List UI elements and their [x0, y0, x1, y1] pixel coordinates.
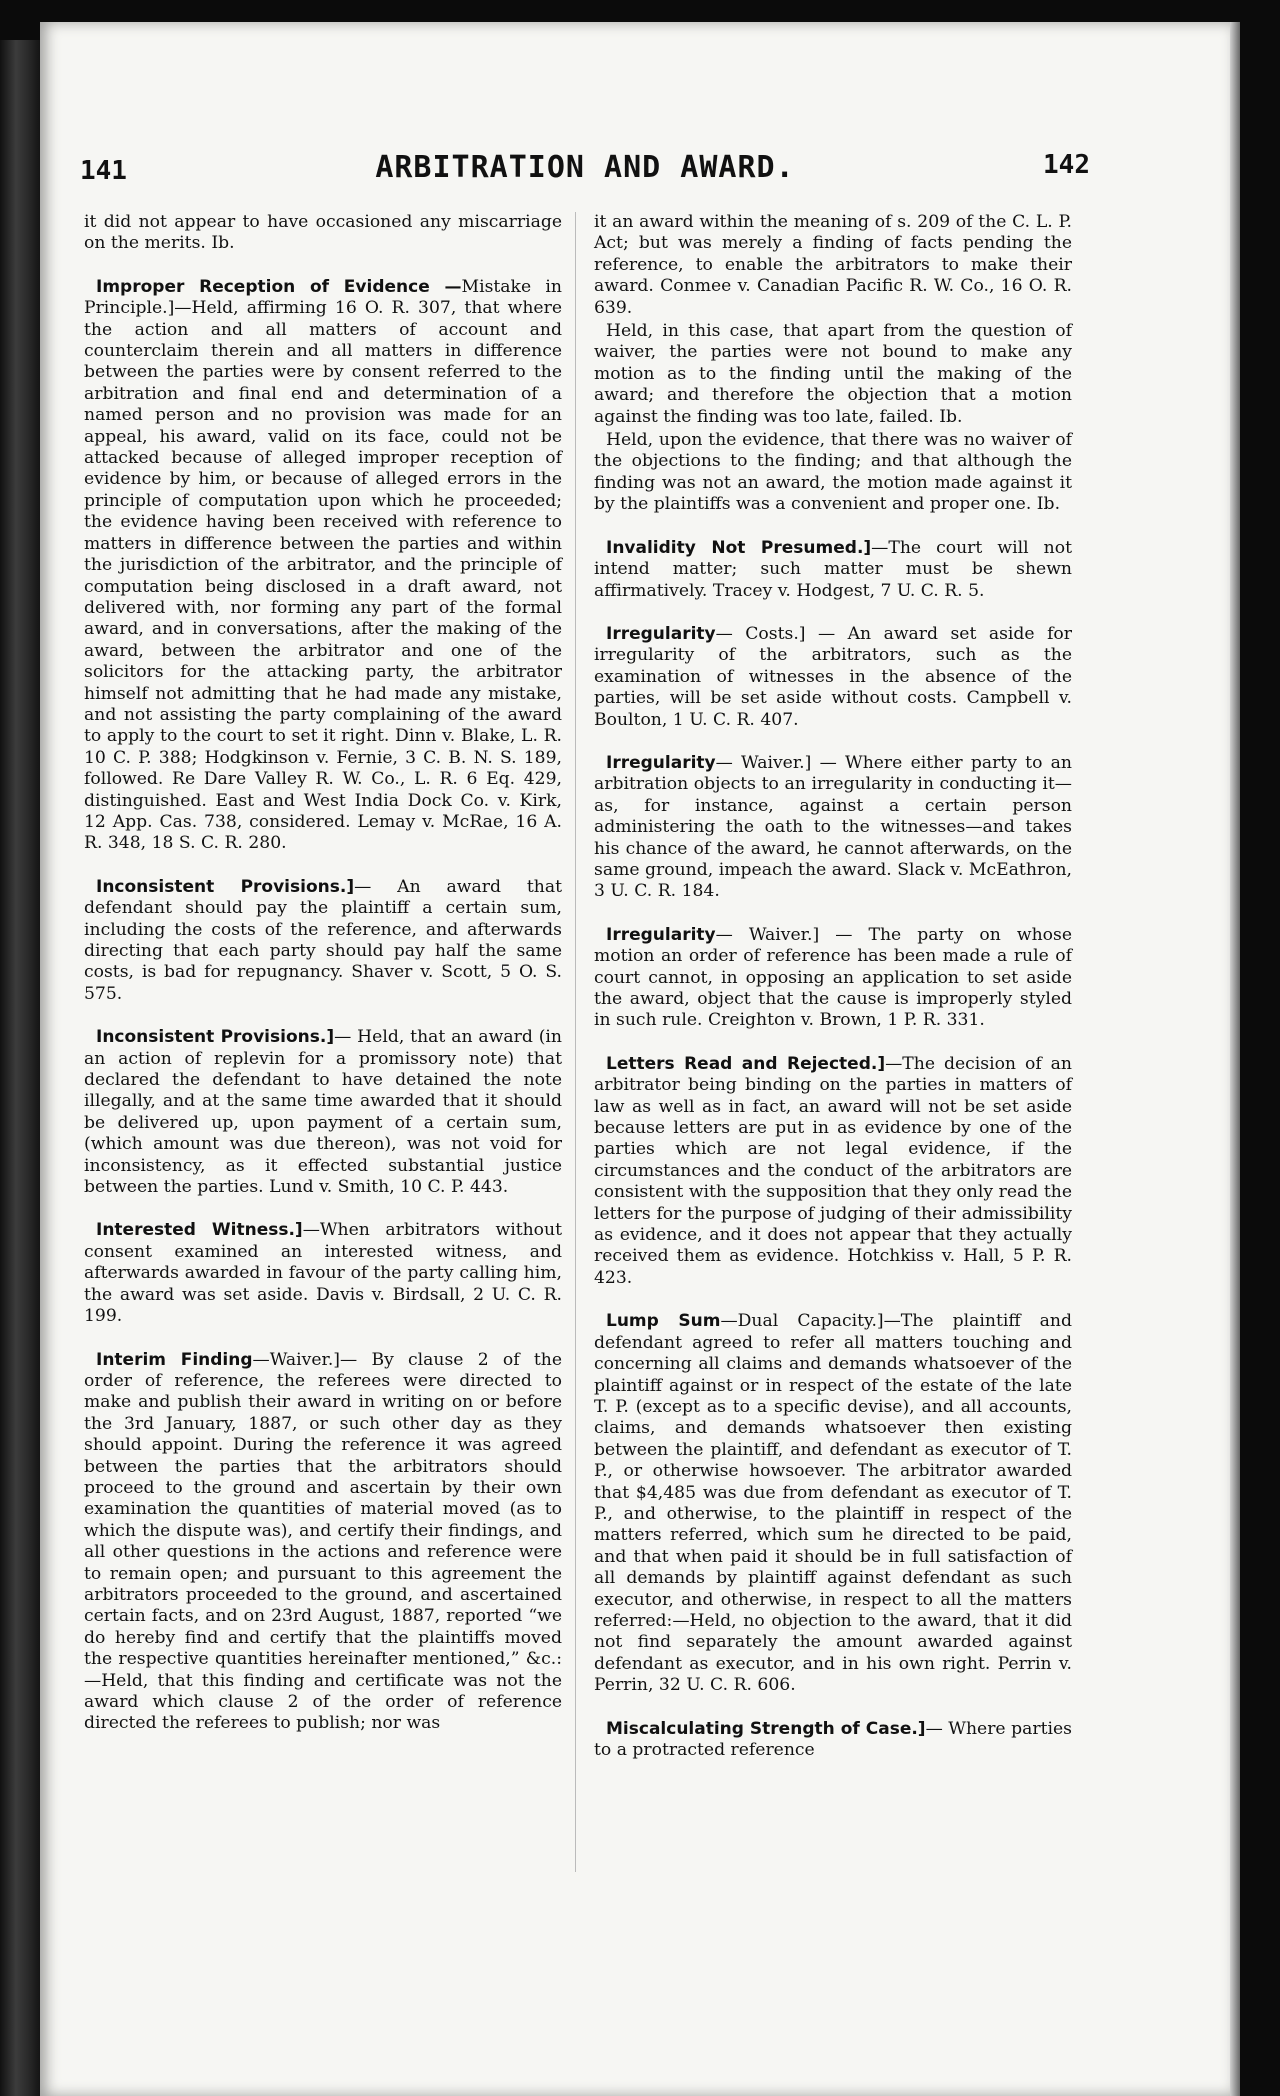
entry-text: — Waiver.] — Where either party to an arbitration objects to an irregularity in conducting it—as, for instance, against a certain person administering the oath to the witnesses—and takes his chance of the award, he cannot afterwards, on the same ground, impeach the award. Slack v. McEathron, 3 U. C. R. 184.	[594, 752, 1072, 902]
column-divider	[575, 212, 576, 1872]
digest-entry	[594, 925, 1072, 1032]
entry-text: — Where parties to a protracted reference	[594, 1718, 1072, 1760]
entry-heading: Miscalculating Strength of Case.]	[606, 1718, 926, 1739]
entry-text: — Costs.] — An award set aside for irregularity of the arbitrators, such as the examination of witnesses in the absence of the parties, will be set aside without costs. Campbell v. Boulton, 1 U. C. R. 407.	[594, 623, 1072, 730]
entry-heading: Irregularity	[606, 752, 716, 773]
digest-entry	[594, 624, 1072, 731]
digest-entry	[84, 1027, 562, 1198]
digest-entry	[594, 1311, 1072, 1696]
digest-paragraph	[84, 212, 562, 255]
book-binding	[0, 40, 40, 2096]
entry-text: — Waiver.] — The party on whose motion an order of reference has been made a rule of court cannot, in opposing an application to set aside the award, object that the cause is improperly styled in such rule. Creighton v. Brown, 1 P. R. 331.	[594, 924, 1072, 1031]
entry-heading: Interested Witness.]	[96, 1220, 303, 1241]
page-edge	[1230, 22, 1240, 2096]
entry-text: Held, upon the evidence, that there was no waiver of the objections to the finding; and that although the finding was not an award, the motion made against it by the plaintiffs was a convenient and proper one. Ib.	[594, 430, 1072, 515]
digest-entry	[594, 1054, 1072, 1289]
entry-text: —When arbitrators without consent examined an interested witness, and afterwards awarded in favour of the party calling him, the award was set aside. Davis v. Birdsall, 2 U. C. R. 199.	[84, 1220, 562, 1327]
entry-heading: Inconsistent Provisions.]	[96, 1027, 335, 1048]
digest-entry	[84, 1220, 562, 1327]
page-number-left: 141	[80, 156, 127, 186]
entry-text: — An award that defendant should pay the plaintiff a certain sum, including the costs of the reference, and afterwards directing that each party should pay half the same costs, is bad for repugnancy. Shaver v. Scott, 5 O. S. 575.	[84, 876, 562, 1004]
entry-text: —The decision of an arbitrator being binding on the parties in matters of law as well as in fact, an award will not be set aside because letters are put in as evidence by one of the parties which are not legal evidence, if the circumstances and the conduct of the arbitrators are consistent with the supposition that they only read the letters for the purpose of judging of their admissibility as evidence, and it does not appear that they actually received them as evidence. Hotchkiss v. Hall, 5 P. R. 423.	[594, 1053, 1073, 1288]
digest-entry	[84, 877, 562, 1005]
entry-heading: Inconsistent Provisions.]	[96, 876, 355, 897]
entry-text: —Waiver.]— By clause 2 of the order of reference, the referees were directed to make and publish their award in writing on or before the 3rd January, 1887, or such other day as they should appoint. During the reference it was agreed between the parties that the arbitrators should proceed to the ground and ascertain by their own examination the quantities of material moved (as to which the dispute was), and certify their findings, and all other questions in the actions and reference were to remain open; and pursuant to this agreement the arbitrators proceeded to the ground, and ascertained certain facts, and on 23rd August, 1887, reported “we do hereby find and certify that the plaintiffs moved the respective quantities hereinafter mentioned,” &c.:—Held, that this finding and certificate was not the award which clause 2 of the order of reference directed the referees to publish; nor was	[84, 1349, 562, 1734]
entry-heading: Irregularity	[606, 924, 716, 945]
digest-paragraph	[594, 430, 1072, 516]
digest-paragraph	[594, 321, 1072, 428]
entry-heading: Interim Finding	[96, 1349, 253, 1370]
digest-entry	[594, 1719, 1072, 1762]
entry-text: it did not appear to have occasioned any miscarriage on the merits. Ib.	[84, 212, 562, 254]
entry-text: — Held, that an award (in an action of replevin for a promissory note) that declared the defendant to have detained the note illegally, and at the same time awarded that it should be delivered up, upon payment of a certain sum, (which amount was due thereon), was not void for inconsistency, as it effected substantial justice between the parties. Lund v. Smith, 10 C. P. 443.	[84, 1027, 562, 1198]
entry-heading: Invalidity Not Presumed.]	[606, 537, 872, 558]
entry-heading: Letters Read and Rejected.]	[606, 1053, 886, 1074]
running-header	[80, 150, 1090, 196]
right-column	[594, 212, 1072, 1761]
entry-text: Mistake in Principle.]—Held, affirming 16 O. R. 307, that where the action and all matters of account and counterclaim therein and all matters in difference between the parties were by consent referred to the arbitration and final end and determination of a named person and no provision was made for an appeal, his award, valid on its face, could not be attacked because of alleged improper reception of evidence by him, or because of alleged errors in the principle of computation upon which he proceeded; the evidence having been received with reference to matters in difference between the parties and within the jurisdiction of the arbitrator, and the principle of computation being disclosed in a draft award, not delivered with, nor forming any part of the formal award, and in conversations, after the making of the award, between the arbitrator and one of the solicitors for the attacking party, the arbitrator himself not admitting that he had made any mistake, and not assisting the party complaining of the award to apply to the court to set it right. Dinn v. Blake, L. R. 10 C. P. 388; Hodgkinson v. Fernie, 3 C. B. N. S. 189, followed. Re Dare Valley R. W. Co., L. R. 6 Eq. 429, distinguished. East and West India Dock Co. v. Kirk, 12 App. Cas. 738, considered. Lemay v. McRae, 16 A. R. 348, 18 S. C. R. 280.	[84, 276, 562, 854]
entry-text: —The court will not intend matter; such matter must be shewn affirmatively. Tracey v. Hodgest, 7 U. C. R. 5.	[594, 537, 1072, 601]
left-column	[84, 212, 562, 1735]
entry-heading: Irregularity	[606, 623, 716, 644]
entry-text: —Dual Capacity.]—The plaintiff and defendant agreed to refer all matters touching and concerning all claims and demands whatsoever of the plaintiff against or in respect of the estate of the late T. P. (except as to a specific devise), and all accounts, claims, and demands whatsoever then existing between the plaintiff, and defendant as executor of T. P., or otherwise howsoever. The arbitrator awarded that $4,485 was due from defendant as executor of T. P., and otherwise, to the plaintiff in respect of the matters referred, which sum he directed to be paid, and that when paid it should be in full satisfaction of all demands by plaintiff against defendant as such executor, and otherwise, in respect to all the matters referred:—Held, no objection to the award, that it did not find separately the amount awarded against defendant as executor, and in his own right. Perrin v. Perrin, 32 U. C. R. 606.	[594, 1311, 1072, 1696]
page-number-right: 142	[1043, 150, 1090, 180]
digest-entry	[594, 753, 1072, 903]
digest-paragraph	[594, 212, 1072, 319]
digest-entry	[594, 538, 1072, 602]
running-title: ARBITRATION AND AWARD.	[375, 150, 795, 185]
entry-text: Held, in this case, that apart from the question of waiver, the parties were not bound to make any motion as to the finding until the making of the award; and therefore the objection that a motion against the finding was too late, failed. Ib.	[594, 321, 1072, 427]
entry-heading: Lump Sum	[606, 1311, 721, 1332]
digest-entry	[84, 277, 562, 855]
entry-text: it an award within the meaning of s. 209 of the C. L. P. Act; but was merely a finding of facts pending the reference, to enable the arbitrators to make their award. Conmee v. Canadian Pacific R. W. Co., 16 O. R. 639.	[594, 212, 1072, 318]
entry-heading: Improper Reception of Evidence —	[96, 276, 462, 297]
digest-entry	[84, 1350, 562, 1735]
